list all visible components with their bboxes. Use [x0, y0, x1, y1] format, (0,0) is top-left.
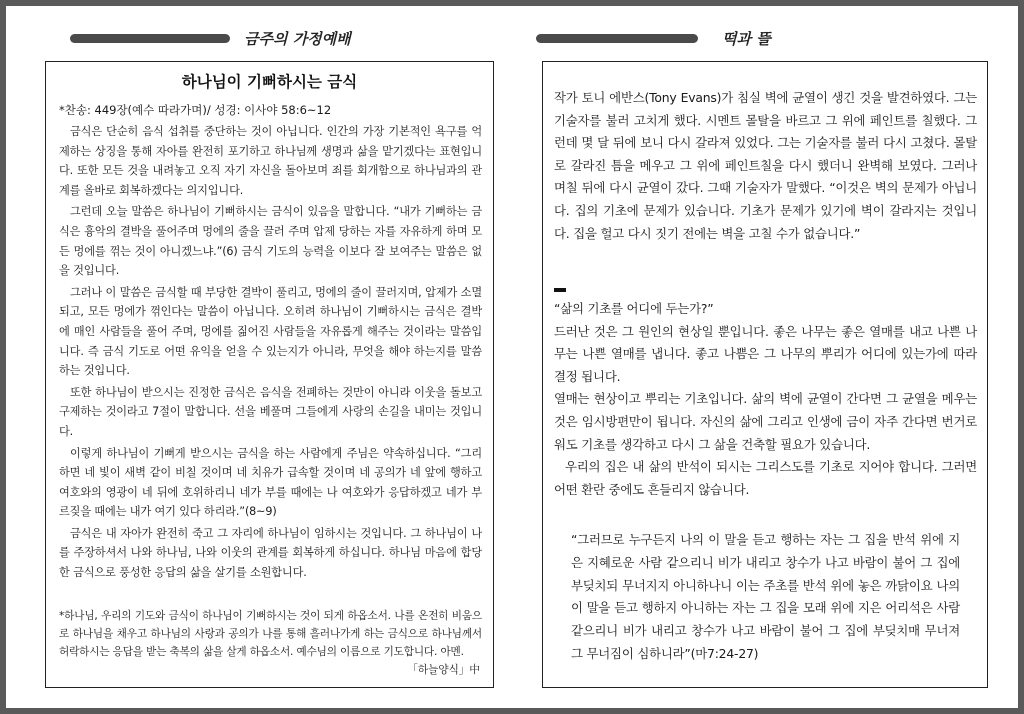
section-marker — [554, 288, 566, 292]
essay-paragraph: 드러난 것은 그 원인의 현상일 뿐입니다. 좋은 나무는 좋은 열매를 내고 나쁜 나무는 나쁜 열매를 냅니다. 좋고 나쁨은 그 나무의 뿌리가 어디에 있는가에 따라 결정 됩니다. — [554, 323, 977, 384]
family-worship-box — [45, 61, 494, 688]
header-bar-left — [70, 34, 230, 43]
scripture-quote: “그러므로 누구든지 나의 이 말을 듣고 행하는 자는 그 집을 반석 위에 지은 지혜로운 사람 같으리니 비가 내리고 창수가 나고 바람이 불어 그 집에 부딪치되 무너지지 아니하나니 이는 주초를 반석 위에 놓은 까닭이요 나의 이 말을 듣고 행하지 아니하는 자는 그 집을 모래 위에 지은 어리석은 사람 같으리니 비가 내리고 창수가 나고 바람이 불어 그 집에 부딪치매 무너져 그 무너짐이 심하니라”(마7:24-27) — [571, 532, 960, 661]
essay-paragraph: 우리의 집은 내 삶의 반석이 되시는 그리스도를 기초로 지어야 합니다. 그러면 어떤 환란 중에도 흔들리지 않습니다. — [554, 459, 977, 497]
sermon-paragraph: 또한 하나님이 받으시는 진정한 금식은 음식을 전폐하는 것만이 아니라 이웃을 돌보고 구제하는 것이라고 7절이 말합니다. 선을 베풀며 그들에게 사랑의 손길을 내미는 것입니다. — [59, 385, 482, 438]
sermon-paragraph: 이렇게 하나님이 기뻐게 받으시는 금식을 하는 사람에게 주님은 약속하십니다. “그리하면 네 빛이 새벽 같이 비칠 것이며 네 치유가 급속할 것이며 네 공의가 네 앞에 행하고 여호와의 영광이 네 뒤에 호위하리니 네가 부를 때에는 나 여호와가 응답하겠고 네가 부르짖을 때에는 내가 여기 있다 하리라.”(8~9) — [59, 446, 482, 519]
closing-prayer: *하나님, 우리의 기도와 금식이 하나님이 기뻐하시는 것이 되게 하옵소서. 나를 온전히 비움으로 하나님을 채우고 하나님의 사랑과 공의가 나를 통해 흘러나가게 하는 금식으로 하나님께서 허락하시는 응답을 받는 축복의 삶을 살게 하옵소서. 예수님의 이름으로 기도합니다. 아멘. — [59, 610, 482, 659]
sermon-title: 하나님이 기뻐하시는 금식 — [181, 73, 358, 91]
source-credit: 「하늘양식」中 — [407, 664, 480, 676]
left-section-header: 금주의 가정예배 — [244, 30, 351, 48]
essay-question: “삶의 기초를 어디에 두는가?” — [554, 301, 714, 316]
sermon-paragraph: 금식은 내 자아가 완전히 죽고 그 자리에 하나님이 임하시는 것입니다. 그 하나님이 나를 주장하셔서 나와 하나님, 나와 이웃의 관계를 회복하게 하십니다. 하나님 마음에 합당한 금식으로 풍성한 응답의 삶을 살기를 소원합니다. — [59, 526, 482, 580]
essay-body — [554, 298, 977, 501]
intro-paragraph: 작가 토니 에반스(Tony Evans)가 침실 벽에 균열이 생긴 것을 발견하였다. 그는 기술자를 불러 고치게 했다. 시멘트 몰탈을 바르고 그 위에 페인트를 칠했다. 그런데 몇 달 뒤에 보니 다시 갈라져 있었다. 그는 기술자를 불러 다시 고쳤다. 몰탈로 갈라진 틈을 메우고 그 위에 페인트칠을 다시 했더니 완벽해 보였다. 그러나 며칠 뒤에 다시 균열이 갔다. 그때 기술자가 말했다. “이것은 벽의 문제가 아닙니다. 집의 기초에 문제가 있습니다. 기초가 문제가 있기에 벽이 갈라지는 것입니다. 집을 헐고 다시 짓기 전에는 벽을 고칠 수가 없습니다.” — [554, 90, 977, 241]
right-section-header: 떡과 뜰 — [722, 30, 771, 48]
bread-essay-box — [542, 61, 988, 688]
essay-intro — [554, 87, 977, 245]
essay-paragraph: 열매는 현상이고 뿌리는 기초입니다. 삶의 벽에 균열이 간다면 그 균열을 메우는 것은 임시방편만이 됩니다. 자신의 삶에 그리고 인생에 금이 자주 간다면 번거로워도 기초를 생각하고 다시 그 삶을 건축할 필요가 있습니다. — [554, 391, 977, 452]
hymn-scripture-info: *찬송: 449장(예수 따라가며)/ 성경: 이사야 58:6~12 — [59, 103, 332, 117]
page — [6, 6, 1018, 708]
sermon-paragraph: 금식은 단순히 음식 섭취를 중단하는 것이 아닙니다. 인간의 가장 기본적인 욕구를 억제하는 상징을 통해 자아를 완전히 포기하고 하나님께 생명과 삶을 맡기겠다는 표현입니다. 또한 모든 것을 내려놓고 오직 자기 자신을 돌아보며 죄를 회개함으로 하나님과의 관계를 올바로 회복하겠다는 의지입니다. — [59, 125, 482, 197]
sermon-paragraph: 그러나 이 말씀은 금식할 때 부당한 결박이 풀리고, 멍에의 줄이 끌러지며, 압제가 소멸되고, 모든 멍에가 꺾인다는 말씀이 아닙니다. 오히려 하나님이 기뻐하시는 금식은 결박에 매인 사람들을 풀어 주며, 멍에를 짊어진 사람들을 자유롭게 해주는 것이라는 말씀입니다. 즉 금식 기도로 어떤 유익을 얻을 수 있는지가 아니라, 무엇을 해야 하는지를 말씀하는 것입니다. — [59, 285, 482, 378]
sermon-paragraph: 그런데 오늘 말씀은 하나님이 기뻐하시는 금식이 있음을 말합니다. “내가 기뻐하는 금식은 흉악의 결박을 풀어주며 멍에의 줄을 끌러 주며 압제 당하는 자를 자유하게 하며 모든 멍에를 꺾는 것이 아니겠느냐.”(6) 금식 기도의 능력을 이보다 잘 보여주는 말씀은 없을 것입니다. — [59, 205, 482, 278]
sermon-body — [59, 122, 482, 583]
header-bar-right — [536, 34, 698, 43]
